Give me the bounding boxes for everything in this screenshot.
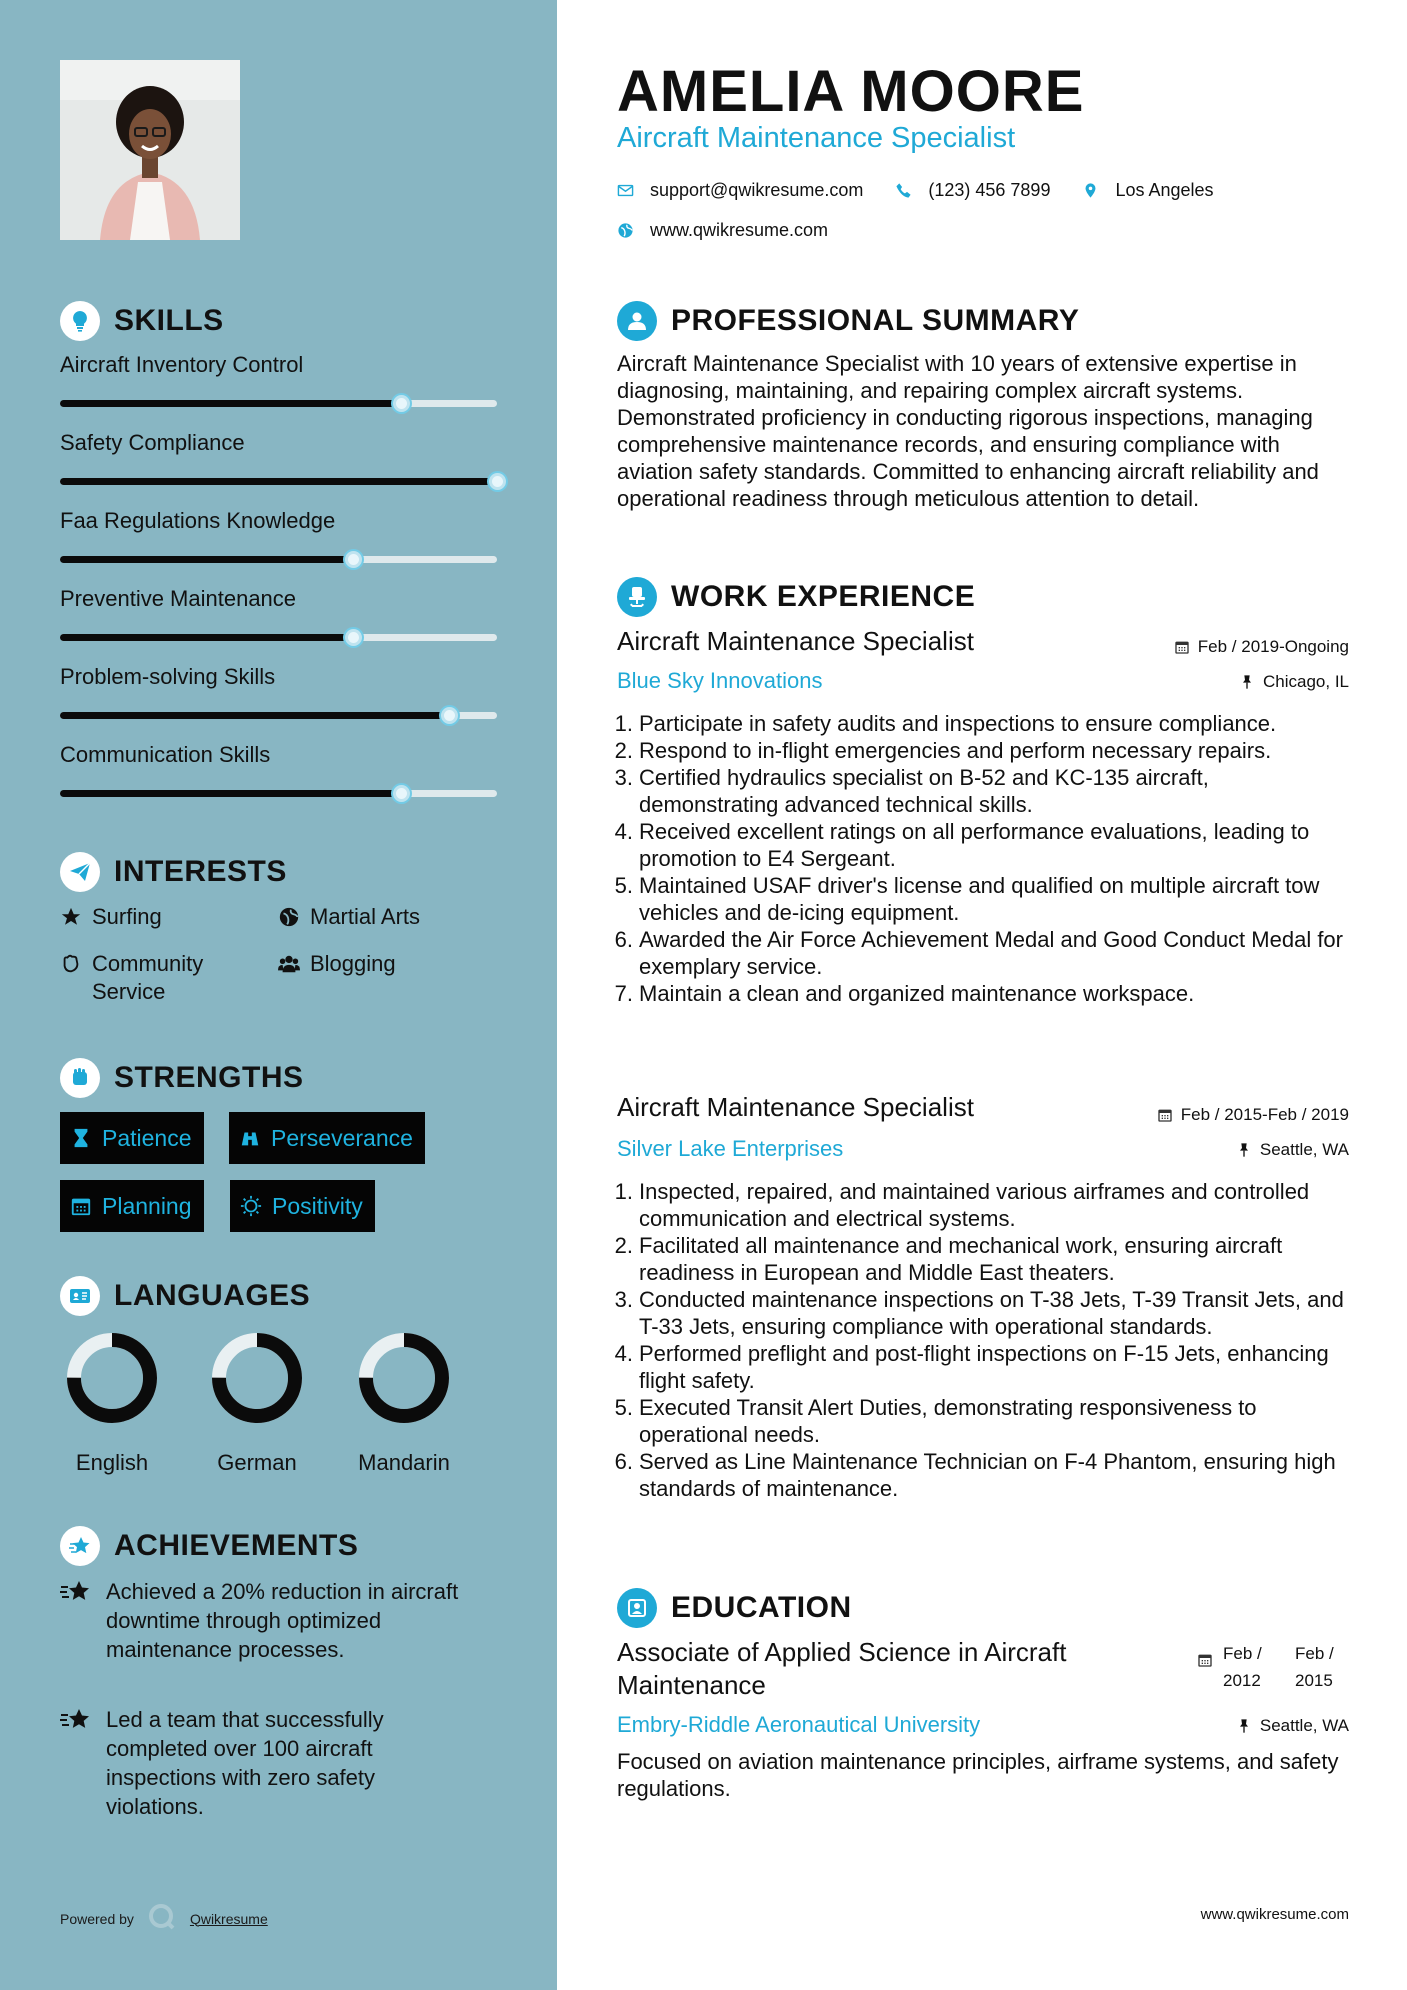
interest-label: Surfing	[92, 904, 162, 929]
job-dates	[1174, 637, 1349, 657]
duty-text: Served as Line Maintenance Technician on F-4 Phantom, ensuring high standards of maintenance.	[639, 1449, 1336, 1501]
education-description: Focused on aviation maintenance principles, airframe systems, and safety regulations.	[617, 1749, 1339, 1801]
achievement-text: Achieved a 20% reduction in aircraft downtime through optimized maintenance processes.	[106, 1579, 459, 1662]
graduation-icon	[617, 1588, 657, 1628]
skill-fill	[60, 790, 401, 797]
contact-row	[617, 180, 1232, 201]
interest-item	[278, 950, 396, 978]
duty-text: Maintained USAF driver's license and qualified on multiple aircraft tow vehicles and de-icing equipment.	[639, 873, 1320, 925]
job-location-text: Seattle, WA	[1259, 1140, 1349, 1159]
brand-link[interactable]: Qwikresume	[189, 1910, 268, 1927]
phone-text: (123) 456 7899	[928, 180, 1051, 200]
skill-label: Problem-solving Skills	[60, 664, 276, 689]
duty-number: 3.	[614, 765, 633, 790]
skill-track	[60, 556, 497, 563]
duty-item	[614, 1232, 1347, 1286]
footer-website[interactable]: www.qwikresume.com	[1200, 1906, 1349, 1923]
strengths-heading	[60, 1058, 304, 1098]
job-company: Blue Sky Innovations	[617, 668, 823, 693]
school-location	[1236, 1716, 1349, 1736]
skill-item	[60, 508, 497, 563]
job-duties	[614, 1178, 1347, 1502]
qwikresume-logo-icon	[148, 1903, 176, 1934]
id-card-icon	[60, 1276, 100, 1316]
star-icon	[60, 903, 82, 931]
duty-number: 2.	[614, 1233, 633, 1258]
strength-label: Perseverance	[271, 1124, 413, 1151]
calendar-icon	[1197, 1640, 1213, 1694]
strength-label: Positivity	[272, 1192, 363, 1219]
email-text: support@qwikresume.com	[650, 180, 864, 200]
language-item	[52, 1330, 172, 1476]
interest-item	[60, 950, 260, 1006]
strengths-title: STRENGTHS	[114, 1061, 304, 1094]
strength-chip	[229, 1112, 425, 1164]
duty-number: 7.	[614, 981, 633, 1006]
hourglass-icon	[70, 1127, 92, 1149]
job-duties	[614, 710, 1347, 1007]
duty-text: Received excellent ratings on all performance evaluations, leading to promotion to E4 Sergeant.	[639, 819, 1310, 871]
envelope-icon	[617, 182, 634, 199]
job-location-text: Chicago, IL	[1263, 672, 1349, 691]
duty-item	[614, 1448, 1347, 1502]
hand-icon	[60, 950, 82, 978]
job-dates-text: Feb / 2015-Feb / 2019	[1180, 1105, 1349, 1124]
interest-item	[278, 903, 420, 931]
languages-heading	[60, 1276, 310, 1316]
user-icon	[617, 301, 657, 341]
skill-label: Aircraft Inventory Control	[60, 352, 304, 377]
skill-track	[60, 400, 497, 407]
duty-text: Participate in safety audits and inspections to ensure compliance.	[639, 711, 1277, 736]
skills-heading	[60, 301, 224, 341]
skill-track	[60, 712, 497, 719]
strength-chip	[60, 1180, 204, 1232]
fist-icon	[60, 1058, 100, 1098]
duty-item	[614, 710, 1347, 737]
strength-chip	[60, 1112, 204, 1164]
skill-item	[60, 586, 497, 641]
shooting-star-icon	[60, 1577, 94, 1664]
duty-number: 5.	[614, 1395, 633, 1420]
pushpin-icon	[1239, 674, 1255, 690]
school-name: Embry-Riddle Aeronautical University	[617, 1712, 981, 1737]
duty-number: 4.	[614, 819, 633, 844]
profile-photo-illustration	[60, 60, 240, 240]
duty-text: Inspected, repaired, and maintained various airframes and controlled communication and electrical systems.	[639, 1179, 1310, 1231]
duty-item	[614, 818, 1347, 872]
duty-item	[614, 1394, 1347, 1448]
skill-fill	[60, 556, 353, 563]
duty-item	[614, 764, 1347, 818]
achievement-item	[60, 1577, 460, 1664]
language-ring	[209, 1330, 305, 1426]
candidate-role: Aircraft Maintenance Specialist	[617, 122, 1016, 154]
duty-text: Certified hydraulics specialist on B-52 and KC-135 aircraft, demonstrating advanced technical skills.	[639, 765, 1209, 817]
duty-number: 3.	[614, 1287, 633, 1312]
sun-icon	[240, 1195, 262, 1217]
skill-knob	[393, 785, 410, 802]
powered-by-label: Powered by	[60, 1910, 134, 1927]
language-ring	[64, 1330, 160, 1426]
office-chair-icon	[617, 577, 657, 617]
skill-fill	[60, 634, 353, 641]
skill-item	[60, 430, 497, 485]
job-company: Silver Lake Enterprises	[617, 1136, 844, 1161]
experience-title: WORK EXPERIENCE	[671, 580, 976, 613]
users-icon	[278, 950, 300, 978]
map-pin-icon	[1082, 182, 1099, 199]
calendar-icon	[1157, 1107, 1173, 1123]
duty-text: Respond to in-flight emergencies and perform necessary repairs.	[639, 738, 1272, 763]
education-heading	[617, 1588, 852, 1628]
language-ring	[356, 1330, 452, 1426]
calendar-icon	[70, 1195, 92, 1217]
skill-track	[60, 634, 497, 641]
job-dates-text: Feb / 2019-Ongoing	[1197, 637, 1349, 656]
duty-number: 4.	[614, 1341, 633, 1366]
profile-photo	[60, 60, 240, 240]
strength-label: Planning	[102, 1192, 192, 1219]
interest-label: Blogging	[310, 951, 396, 976]
contact-row-web	[617, 220, 846, 241]
job-location	[1236, 1140, 1349, 1160]
duty-text: Executed Transit Alert Duties, demonstrating responsiveness to operational needs.	[639, 1395, 1257, 1447]
candidate-name: AMELIA MOORE	[617, 59, 1085, 124]
duty-item	[614, 737, 1347, 764]
skill-item	[60, 352, 497, 407]
skill-knob	[345, 551, 362, 568]
globe-icon	[617, 222, 634, 239]
interest-item	[60, 903, 162, 931]
skill-track	[60, 790, 497, 797]
duty-text: Performed preflight and post-flight inspections on F-15 Jets, enhancing flight safety.	[639, 1341, 1329, 1393]
skill-label: Faa Regulations Knowledge	[60, 508, 336, 533]
skill-knob	[345, 629, 362, 646]
duty-number: 6.	[614, 1449, 633, 1474]
lightbulb-icon	[60, 301, 100, 341]
achievement-text: Led a team that successfully completed over 100 aircraft inspections with zero safety violations.	[106, 1707, 384, 1819]
skill-fill	[60, 712, 449, 719]
globe-icon	[278, 903, 300, 931]
education-start: Feb / 2012	[1223, 1644, 1262, 1690]
job-title: Aircraft Maintenance Specialist	[617, 1092, 974, 1122]
star-badge-icon	[60, 1526, 100, 1566]
duty-number: 2.	[614, 738, 633, 763]
strength-chip	[230, 1180, 375, 1232]
sidebar	[0, 0, 557, 1990]
language-item	[197, 1330, 317, 1476]
skill-label: Communication Skills	[60, 742, 271, 767]
duty-number: 1.	[614, 1179, 633, 1204]
contact-email[interactable]	[617, 180, 863, 201]
shooting-star-icon	[60, 1705, 94, 1821]
skill-knob	[393, 395, 410, 412]
skills-title: SKILLS	[114, 304, 224, 337]
contact-location	[1082, 180, 1213, 201]
skill-knob	[489, 473, 506, 490]
skill-fill	[60, 478, 497, 485]
duty-item	[614, 1340, 1347, 1394]
duty-item	[614, 872, 1347, 926]
summary-text: Aircraft Maintenance Specialist with 10 years of extensive expertise in diagnosing, maintaining, and repairing complex aircraft systems. Demonstrated proficiency in conducting rigorous inspections, managing comprehensive maintenance records, and ensuring compliance with aviation safety standards. Committed to enhancing aircraft reliability and operational readiness through meticulous attention to detail.	[617, 351, 1319, 511]
strength-label: Patience	[102, 1124, 192, 1151]
interest-label: Martial Arts	[310, 904, 421, 929]
language-name: Mandarin	[358, 1450, 450, 1475]
pushpin-icon	[1236, 1142, 1252, 1158]
powered-by	[60, 1903, 268, 1934]
contact-website[interactable]	[617, 220, 828, 241]
skill-fill	[60, 400, 401, 407]
achievements-heading	[60, 1526, 358, 1566]
language-item	[344, 1330, 464, 1476]
skill-item	[60, 664, 497, 719]
paper-plane-icon	[60, 852, 100, 892]
experience-heading	[617, 577, 975, 617]
skill-label: Safety Compliance	[60, 430, 245, 455]
binoculars-icon	[239, 1127, 261, 1149]
interests-title: INTERESTS	[114, 855, 287, 888]
duty-text: Conducted maintenance inspections on T-38 Jets, T-39 Transit Jets, and T-33 Jets, ensuring compliance with operational standards.	[639, 1287, 1344, 1339]
skill-track	[60, 478, 497, 485]
pushpin-icon	[1236, 1718, 1252, 1734]
skill-item	[60, 742, 497, 797]
interests-heading	[60, 852, 287, 892]
contact-phone[interactable]	[895, 180, 1050, 201]
achievement-item	[60, 1705, 460, 1821]
duty-item	[614, 1286, 1347, 1340]
calendar-icon	[1174, 639, 1190, 655]
duty-text: Facilitated all maintenance and mechanical work, ensuring aircraft readiness in European and Middle East theaters.	[639, 1233, 1283, 1285]
job-location	[1239, 672, 1349, 692]
duty-item	[614, 980, 1347, 1007]
skill-knob	[441, 707, 458, 724]
skill-label: Preventive Maintenance	[60, 586, 297, 611]
degree-title: Associate of Applied Science in Aircraft Maintenance	[617, 1637, 1067, 1700]
website-text: www.qwikresume.com	[650, 220, 829, 240]
duty-number: 5.	[614, 873, 633, 898]
duty-item	[614, 926, 1347, 980]
duty-item	[614, 1178, 1347, 1232]
duty-text: Maintain a clean and organized maintenance workspace.	[639, 981, 1195, 1006]
duty-number: 6.	[614, 927, 633, 952]
education-end: Feb / 2015	[1295, 1644, 1334, 1690]
summary-title: PROFESSIONAL SUMMARY	[671, 304, 1080, 337]
duty-number: 1.	[614, 711, 633, 736]
summary-heading	[617, 301, 1079, 341]
language-name: German	[217, 1450, 297, 1475]
languages-title: LANGUAGES	[114, 1279, 311, 1312]
achievements-title: ACHIEVEMENTS	[114, 1529, 359, 1562]
education-dates	[1197, 1640, 1349, 1694]
location-text: Los Angeles	[1115, 180, 1214, 200]
job-dates	[1157, 1105, 1349, 1125]
interest-label: Community Service	[92, 951, 204, 1004]
duty-text: Awarded the Air Force Achievement Medal and Good Conduct Medal for exemplary service.	[639, 927, 1343, 979]
school-location-text: Seattle, WA	[1259, 1716, 1349, 1735]
education-title: EDUCATION	[671, 1591, 852, 1624]
phone-icon	[895, 182, 912, 199]
job-title: Aircraft Maintenance Specialist	[617, 626, 974, 656]
language-name: English	[75, 1450, 149, 1475]
